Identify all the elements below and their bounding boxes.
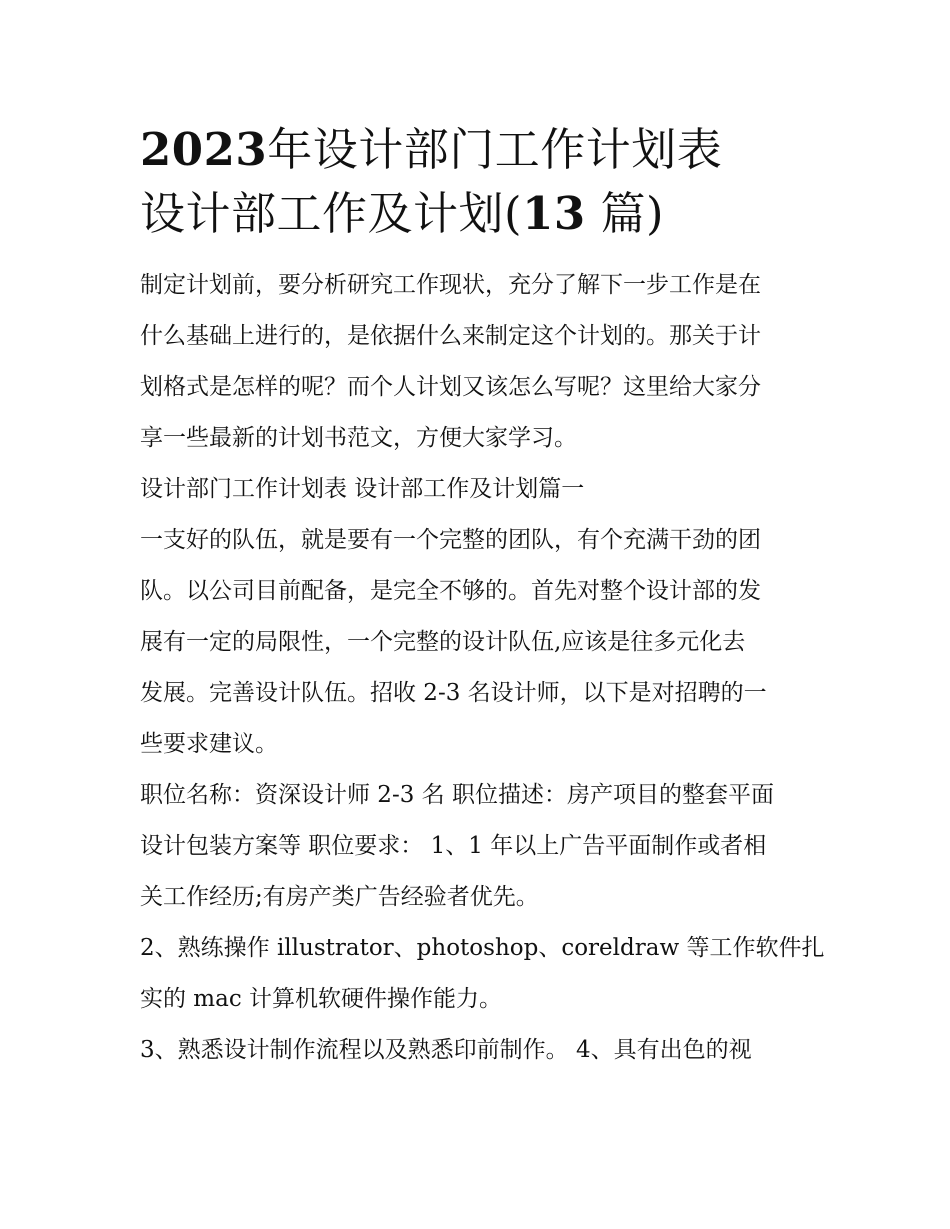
body-line: 发展。完善设计队伍。招收 2-3 名设计师，以下是对招聘的一 (140, 680, 767, 706)
body-line: 关工作经历;有房产类广告经验者优先。 (140, 884, 539, 910)
section-heading: 设计部门工作计划表 设计部工作及计划篇一 (140, 476, 585, 502)
body-line: 展有一定的局限性，一个完整的设计队伍,应该是往多元化去 (140, 629, 746, 655)
title-line-2 (140, 182, 812, 246)
title-line-1-text: 年设计部门工作计划表 (267, 123, 723, 176)
body-line: 实的 mac 计算机软硬件操作能力。 (140, 986, 503, 1012)
body-line: 设计包装方案等 职位要求： 1、1 年以上广告平面制作或者相 (140, 833, 767, 859)
title-line-2-end: 篇) (585, 187, 665, 240)
body-line: 制定计划前，要分析研究工作现状，充分了解下一步工作是在 (140, 272, 761, 298)
document-title (140, 118, 812, 246)
body-line: 享一些最新的计划书范文，方便大家学习。 (140, 425, 577, 451)
body-line: 些要求建议。 (140, 731, 278, 757)
title-line-2-text: 设计部工作及计划( (140, 187, 523, 240)
body-line: 队。以公司目前配备，是完全不够的。首先对整个设计部的发 (140, 578, 761, 604)
body-line: 职位名称：资深设计师 2-3 名 职位描述：房产项目的整套平面 (140, 782, 774, 808)
title-line-1 (140, 118, 812, 182)
title-count: 13 (522, 187, 586, 240)
body-line: 一支好的队伍，就是要有一个完整的团队，有个充满干劲的团 (140, 527, 761, 553)
title-year: 2023 (140, 123, 268, 176)
body-line: 划格式是怎样的呢？而个人计划又该怎么写呢？这里给大家分 (140, 374, 761, 400)
body-line: 什么基础上进行的，是依据什么来制定这个计划的。那关于计 (140, 323, 761, 349)
body-line: 3、熟悉设计制作流程以及熟悉印前制作。 4、具有出色的视 (140, 1037, 752, 1063)
body-line: 2、熟练操作 illustrator、photoshop、coreldraw 等工作软件扎 (140, 935, 825, 961)
document-content (140, 118, 825, 1076)
body-text (140, 260, 825, 1076)
